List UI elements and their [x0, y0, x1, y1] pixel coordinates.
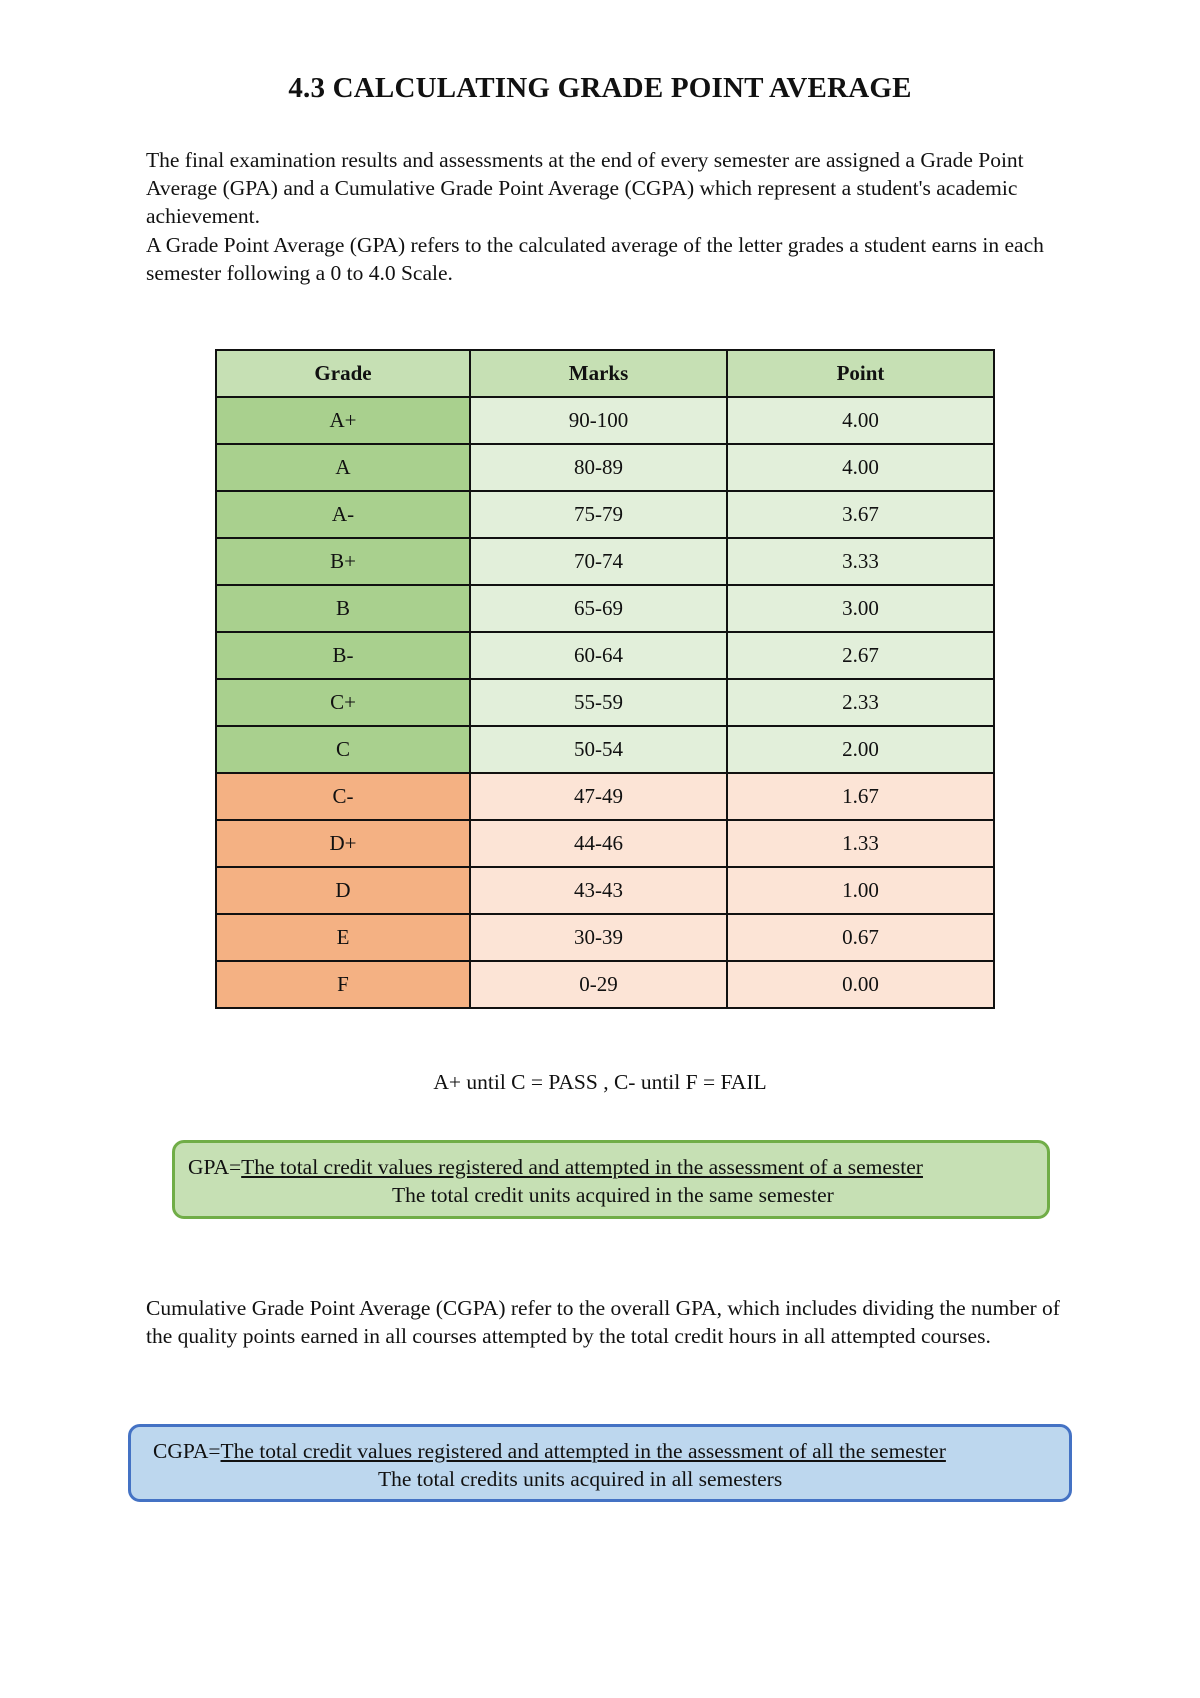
point-cell: 3.67 — [727, 491, 994, 538]
grade-cell: A- — [216, 491, 470, 538]
table-row — [216, 961, 994, 1008]
page-title: 4.3 CALCULATING GRADE POINT AVERAGE — [288, 72, 912, 104]
grade-cell: E — [216, 914, 470, 961]
grade-cell: C- — [216, 773, 470, 820]
table-row — [216, 773, 994, 820]
marks-cell: 44-46 — [470, 820, 727, 867]
marks-cell: 80-89 — [470, 444, 727, 491]
table-row — [216, 820, 994, 867]
pass-fail-note: A+ until C = PASS , C- until F = FAIL — [433, 1070, 767, 1094]
grade-cell: A — [216, 444, 470, 491]
marks-cell: 60-64 — [470, 632, 727, 679]
header-point: Point — [727, 350, 994, 397]
table-row — [216, 397, 994, 444]
cgpa-numerator: The total credit values registered and attempted in the assessment of all the semester — [220, 1439, 946, 1463]
grade-cell: B- — [216, 632, 470, 679]
point-cell: 4.00 — [727, 397, 994, 444]
point-cell: 4.00 — [727, 444, 994, 491]
table-row — [216, 538, 994, 585]
point-cell: 3.33 — [727, 538, 994, 585]
grade-table-header — [216, 350, 994, 397]
grade-cell: B+ — [216, 538, 470, 585]
cgpa-label: CGPA= — [153, 1439, 221, 1463]
gpa-label: GPA= — [188, 1155, 242, 1179]
grade-cell: A+ — [216, 397, 470, 444]
table-row — [216, 585, 994, 632]
point-cell: 0.00 — [727, 961, 994, 1008]
grade-cell: C — [216, 726, 470, 773]
marks-cell: 0-29 — [470, 961, 727, 1008]
grade-cell: D+ — [216, 820, 470, 867]
gpa-formula-box — [172, 1140, 1050, 1219]
grade-cell: C+ — [216, 679, 470, 726]
point-cell: 2.67 — [727, 632, 994, 679]
marks-cell: 50-54 — [470, 726, 727, 773]
point-cell: 2.00 — [727, 726, 994, 773]
table-row — [216, 867, 994, 914]
grade-cell: D — [216, 867, 470, 914]
grade-cell: F — [216, 961, 470, 1008]
cgpa-paragraph: Cumulative Grade Point Average (CGPA) refer to the overall GPA, which includes dividing the number of the quality points earned in all courses attempted by the total credit hours in all attempted courses. — [146, 1296, 1060, 1348]
intro-paragraph-1: The final examination results and assessments at the end of every semester are assigned a Grade Point Average (GPA) and a Cumulative Grade Point Average (CGPA) which represent a student's academic achievement. — [146, 148, 1024, 228]
table-row — [216, 444, 994, 491]
marks-cell: 43-43 — [470, 867, 727, 914]
table-row — [216, 679, 994, 726]
marks-cell: 70-74 — [470, 538, 727, 585]
cgpa-formula-box — [128, 1424, 1072, 1502]
point-cell: 1.33 — [727, 820, 994, 867]
point-cell: 3.00 — [727, 585, 994, 632]
point-cell: 2.33 — [727, 679, 994, 726]
marks-cell: 30-39 — [470, 914, 727, 961]
marks-cell: 47-49 — [470, 773, 727, 820]
point-cell: 1.67 — [727, 773, 994, 820]
gpa-numerator: The total credit values registered and attempted in the assessment of a semester — [241, 1155, 923, 1179]
table-row — [216, 632, 994, 679]
marks-cell: 90-100 — [470, 397, 727, 444]
marks-cell: 65-69 — [470, 585, 727, 632]
table-row — [216, 491, 994, 538]
marks-cell: 75-79 — [470, 491, 727, 538]
point-cell: 1.00 — [727, 867, 994, 914]
table-row — [216, 914, 994, 961]
gpa-denominator: The total credit units acquired in the same semester — [392, 1183, 834, 1207]
header-grade: Grade — [216, 350, 470, 397]
intro-paragraph-2: A Grade Point Average (GPA) refers to the calculated average of the letter grades a student earns in each semester following a 0 to 4.0 Scale. — [146, 233, 1044, 285]
table-row — [216, 726, 994, 773]
point-cell: 0.67 — [727, 914, 994, 961]
header-marks: Marks — [470, 350, 727, 397]
grade-cell: B — [216, 585, 470, 632]
marks-cell: 55-59 — [470, 679, 727, 726]
grade-table — [215, 349, 995, 1009]
cgpa-denominator: The total credits units acquired in all semesters — [378, 1467, 783, 1491]
